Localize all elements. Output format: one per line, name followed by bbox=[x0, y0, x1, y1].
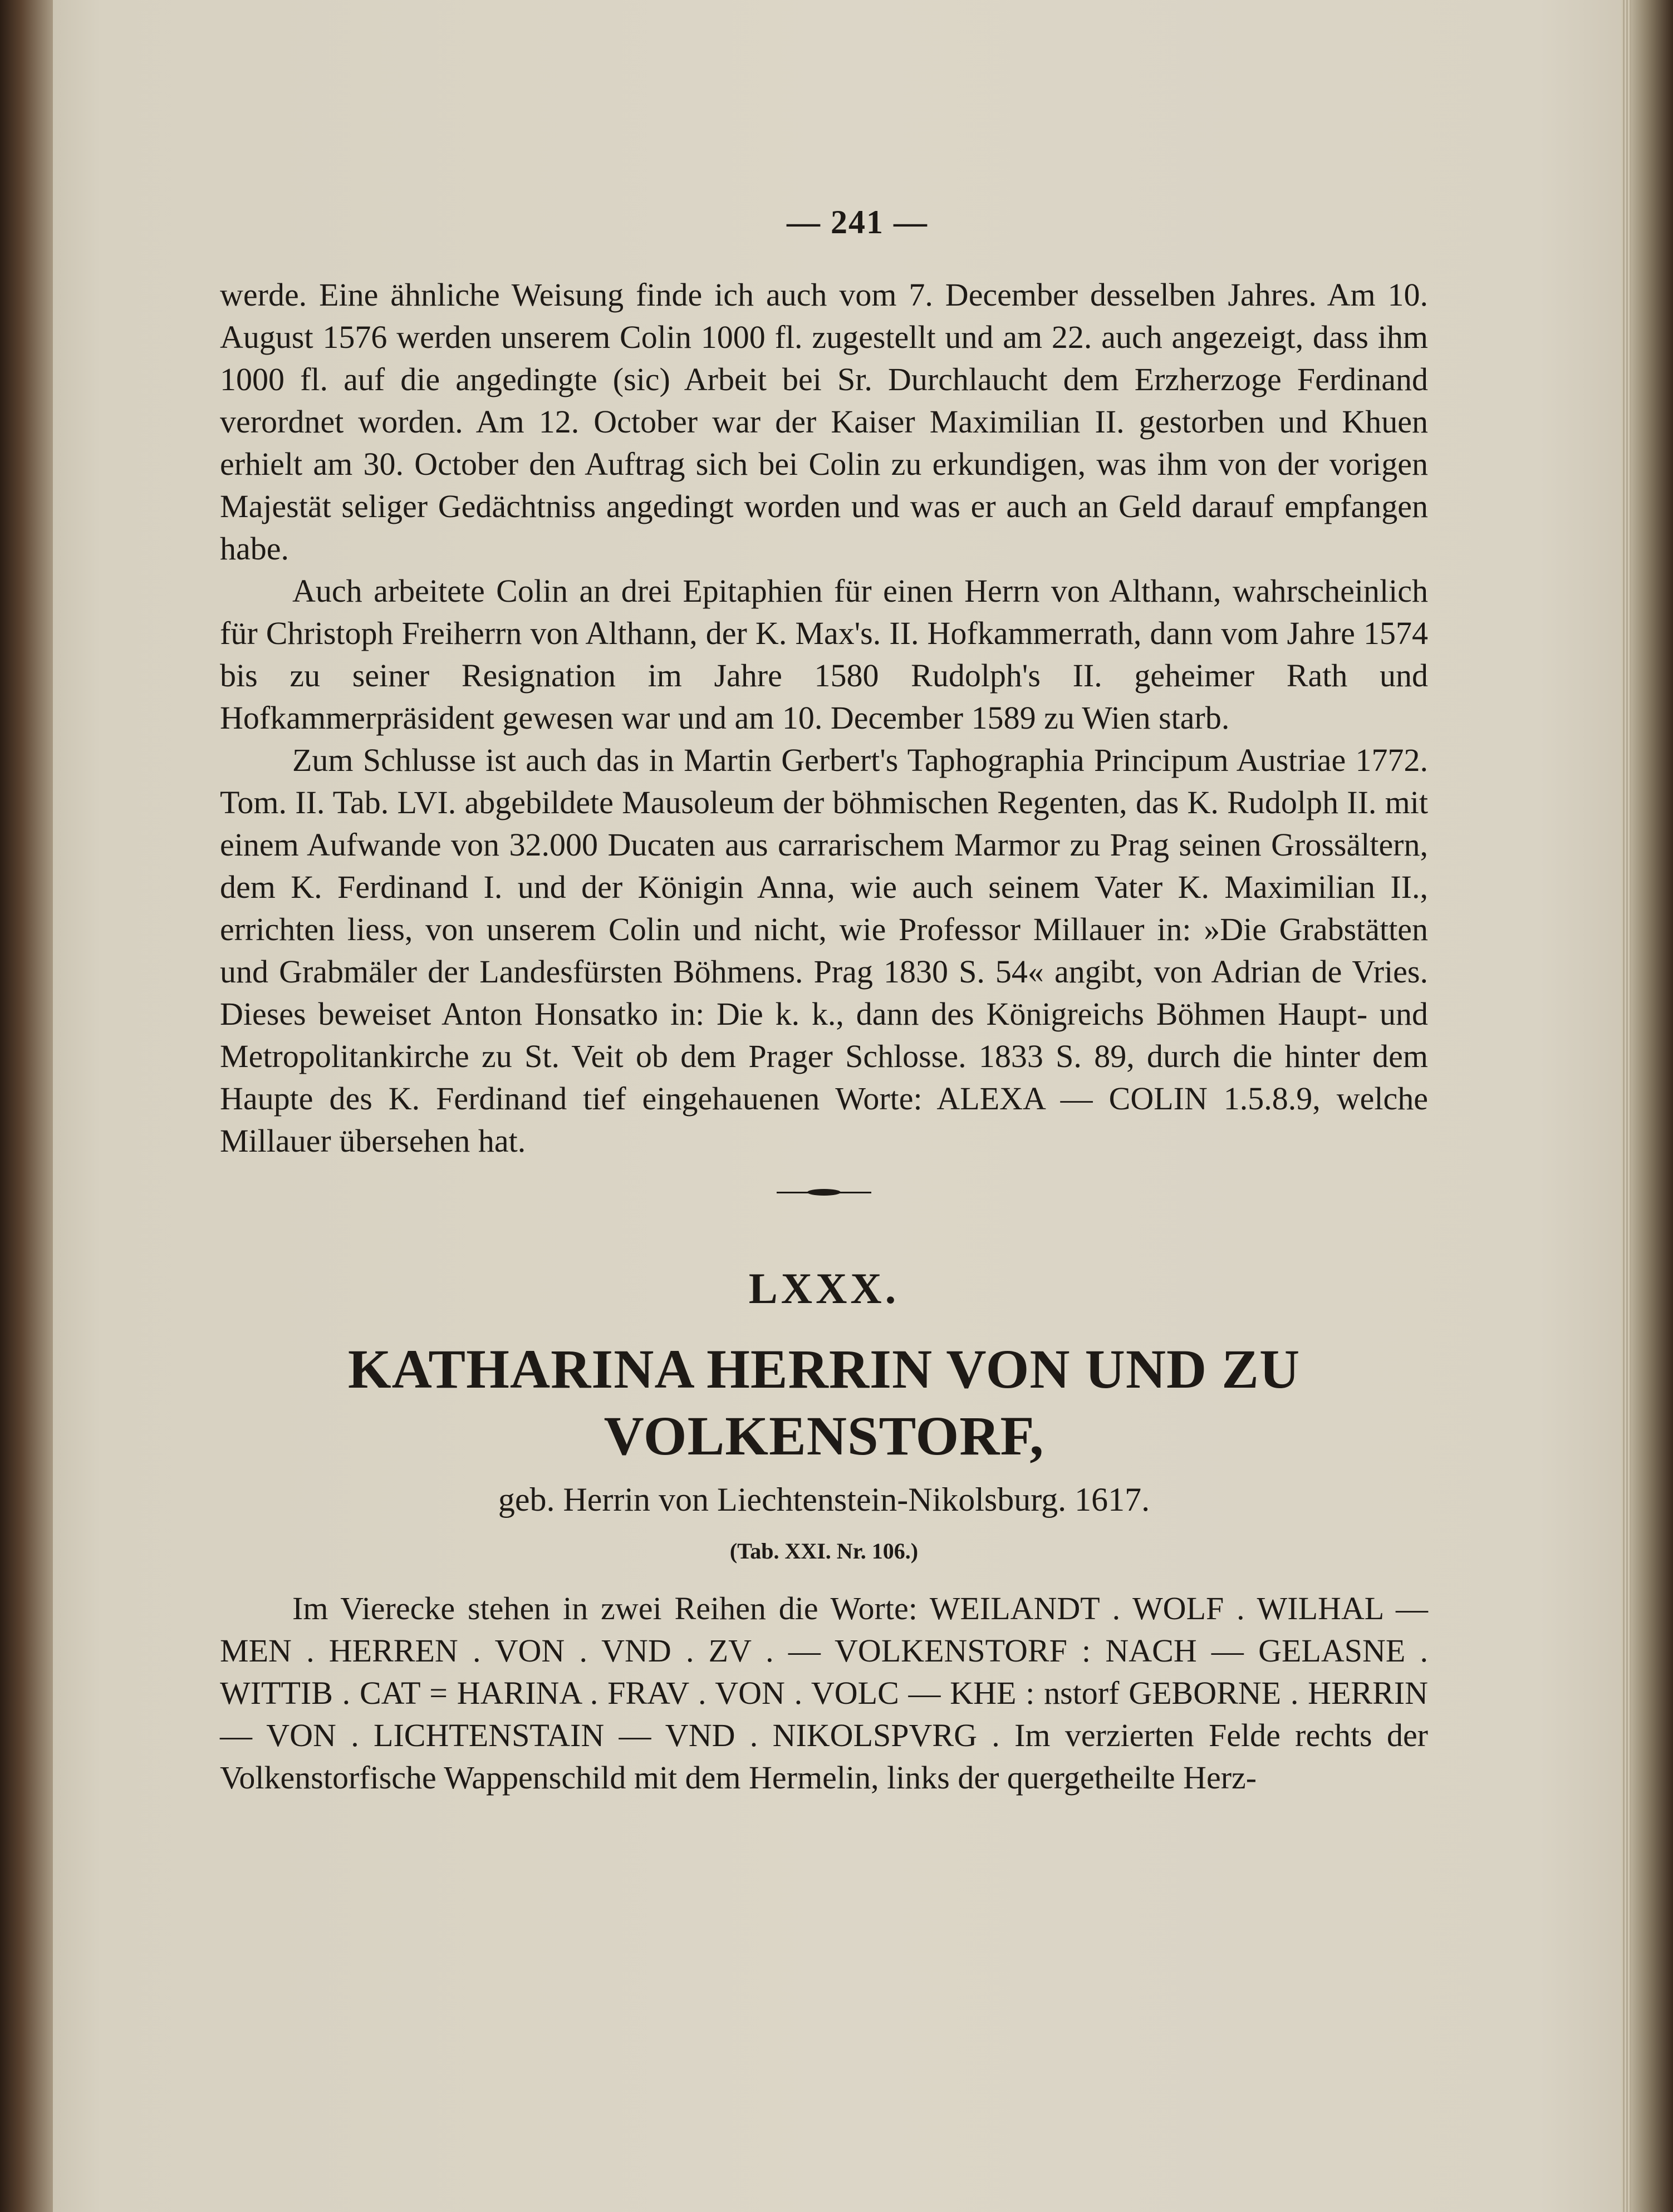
book-binding-left bbox=[0, 0, 53, 2212]
paragraph-2: Auch arbeitete Colin an drei Epitaphien für einen Herrn von Althann, wahrscheinlich für Christoph Freiherrn von Althann, der K. Max's. II. Hofkammerrath, dann vom Jahre 1574 bis zu seiner Resignation im Jahre 1580 Rudolph's II. geheimer Rath und Hofkammerpräsident gewesen war und am 10. December 1589 zu Wien starb. bbox=[220, 573, 1428, 736]
section-title: KATHARINA HERRIN VON UND ZU VOLKENSTORF, bbox=[347, 1338, 1301, 1467]
ornamental-divider bbox=[777, 1188, 871, 1197]
inscription-paragraph: Im Vierecke stehen in zwei Reihen die Worte: WEILANDT . WOLF . WILHAL —MEN . HERREN . VON . VND . ZV . — VOLKENSTORF : NACH — GELASNE . WITTIB . CAT = HARINA . FRAV . VON . VOLC — KHE : nstorf GEBORNE . HERRIN — VON . LICHTENSTAIN — VND . NIKOLSPVRG . Im verzierten Felde rechts der Volkenstorfische Wappenschild mit dem Hermelin, links der quergetheilte Herz- bbox=[220, 1590, 1428, 1796]
text-block bbox=[220, 203, 1428, 1799]
book-binding-right bbox=[1631, 0, 1673, 2212]
page-number: — 241 — bbox=[787, 204, 928, 240]
paragraph-3: Zum Schlusse ist auch das in Martin Gerbert's Taphographia Principum Austriae 1772. Tom. II. Tab. LVI. abgebildete Mausoleum der böhmischen Regenten, das K. Rudolph II. mit einem Aufwande von 32.000 Ducaten aus carrarischem Marmor zu Prag seinen Grossältern, dem K. Ferdinand I. und der Königin Anna, wie auch seinem Vater K. Maximilian II., errichten liess, von unserem Colin und nicht, wie Professor Millauer in: »Die Grabstätten und Grabmäler der Landesfürsten Böhmens. Prag 1830 S. 54« angibt, von Adrian de Vries. Dieses beweiset Anton Honsatko in: Die k. k., dann des Königreichs Böhmen Haupt- und Metropolitankirche zu St. Veit ob dem Prager Schlosse. 1833 S. 89, durch die hinter dem Haupte des K. Ferdinand tief eingehauenen Worte: ALEXA — COLIN 1.5.8.9, welche Millauer übersehen hat. bbox=[220, 742, 1428, 1159]
table-reference: (Tab. XXI. Nr. 106.) bbox=[729, 1538, 919, 1564]
paragraph-1: werde. Eine ähnliche Weisung finde ich auch vom 7. December desselben Jahres. Am 10. August 1576 werden unserem Colin 1000 fl. zugestellt und am 22. auch angezeigt, dass ihm 1000 fl. auf die angedingte (sic) Arbeit bei Sr. Durchlaucht dem Erzherzoge Ferdinand verordnet worden. Am 12. October war der Kaiser Maximilian II. gestorben und Khuen erhielt am 30. October den Auftrag sich bei Colin zu erkundigen, was ihm von der vorigen Majestät seliger Gedächtniss angedingt worden und was er auch an Geld darauf empfangen habe. bbox=[220, 277, 1428, 567]
section-subtitle: geb. Herrin von Liechtenstein-Nikolsburg. 1617. bbox=[498, 1481, 1150, 1518]
section-number: LXXX. bbox=[748, 1264, 900, 1313]
page-edges bbox=[1621, 0, 1631, 2212]
